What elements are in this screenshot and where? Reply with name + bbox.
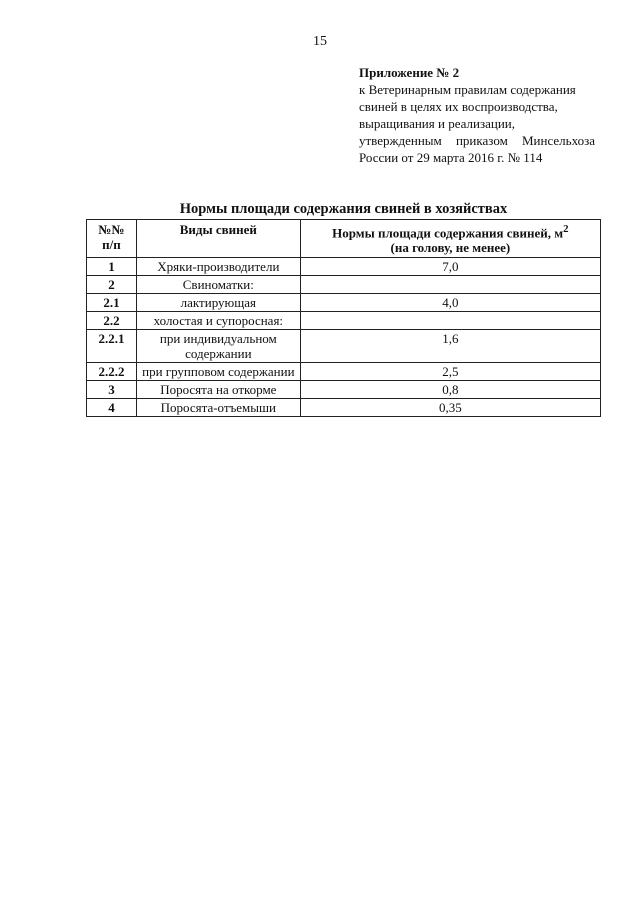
row-kind: холостая и супоросная:: [136, 312, 300, 330]
table-title: Нормы площади содержания свиней в хозяйствах: [179, 201, 508, 217]
header-norm: [300, 220, 600, 258]
row-norm: 7,0: [300, 258, 600, 276]
header-number-line1: №№: [98, 222, 125, 237]
row-number: 2.2: [87, 312, 137, 330]
table-row: [87, 363, 601, 381]
row-norm: 0,8: [300, 381, 600, 399]
row-kind: при групповом содержании: [136, 363, 300, 381]
row-norm: 4,0: [300, 294, 600, 312]
appendix-line: к Ветеринарным правилам содержания: [359, 82, 576, 97]
appendix-line: России от 29 марта 2016 г. № 114: [359, 150, 543, 165]
row-kind: Хряки-производители: [136, 258, 300, 276]
table-row: [87, 294, 601, 312]
row-norm: [300, 312, 600, 330]
table-row: [87, 399, 601, 417]
header-norm-superscript: 2: [563, 223, 569, 235]
header-norm-line1: [304, 222, 597, 240]
row-number: 4: [87, 399, 137, 417]
table-row: [87, 330, 601, 363]
appendix-line: свиней в целях их воспроизводства,: [359, 99, 558, 114]
row-number: 3: [87, 381, 137, 399]
norms-table: [86, 219, 601, 417]
row-number: 1: [87, 258, 137, 276]
row-number: 2.1: [87, 294, 137, 312]
table-row: [87, 276, 601, 294]
table-header-row: [87, 220, 601, 258]
row-kind: лактирующая: [136, 294, 300, 312]
row-kind: Поросята на откорме: [136, 381, 300, 399]
header-kind-label: Виды свиней: [179, 222, 257, 237]
table-row: [87, 258, 601, 276]
row-norm: 1,6: [300, 330, 600, 363]
row-norm: 0,35: [300, 399, 600, 417]
header-number-line2: п/п: [102, 237, 121, 252]
row-number: 2.2.2: [87, 363, 137, 381]
row-number: 2.2.1: [87, 330, 137, 363]
appendix-line: утвержденным приказом Минсельхоза: [359, 133, 595, 148]
table-row: [87, 381, 601, 399]
table-row: [87, 312, 601, 330]
header-kind: [136, 220, 300, 258]
page-number: 15: [313, 34, 327, 49]
row-kind: при индивидуальном содержании: [136, 330, 300, 363]
appendix-line: выращивания и реализации,: [359, 116, 515, 131]
row-norm: 2,5: [300, 363, 600, 381]
header-norm-text: Нормы площади содержания свиней, м: [332, 225, 564, 241]
row-norm: [300, 276, 600, 294]
row-kind: Свиноматки:: [136, 276, 300, 294]
row-number: 2: [87, 276, 137, 294]
header-norm-line2: (на голову, не менее): [390, 240, 511, 256]
appendix-header: [359, 64, 595, 166]
header-number: [87, 220, 137, 258]
row-kind: Поросята-отъемыши: [136, 399, 300, 417]
appendix-title: Приложение № 2: [359, 65, 460, 80]
